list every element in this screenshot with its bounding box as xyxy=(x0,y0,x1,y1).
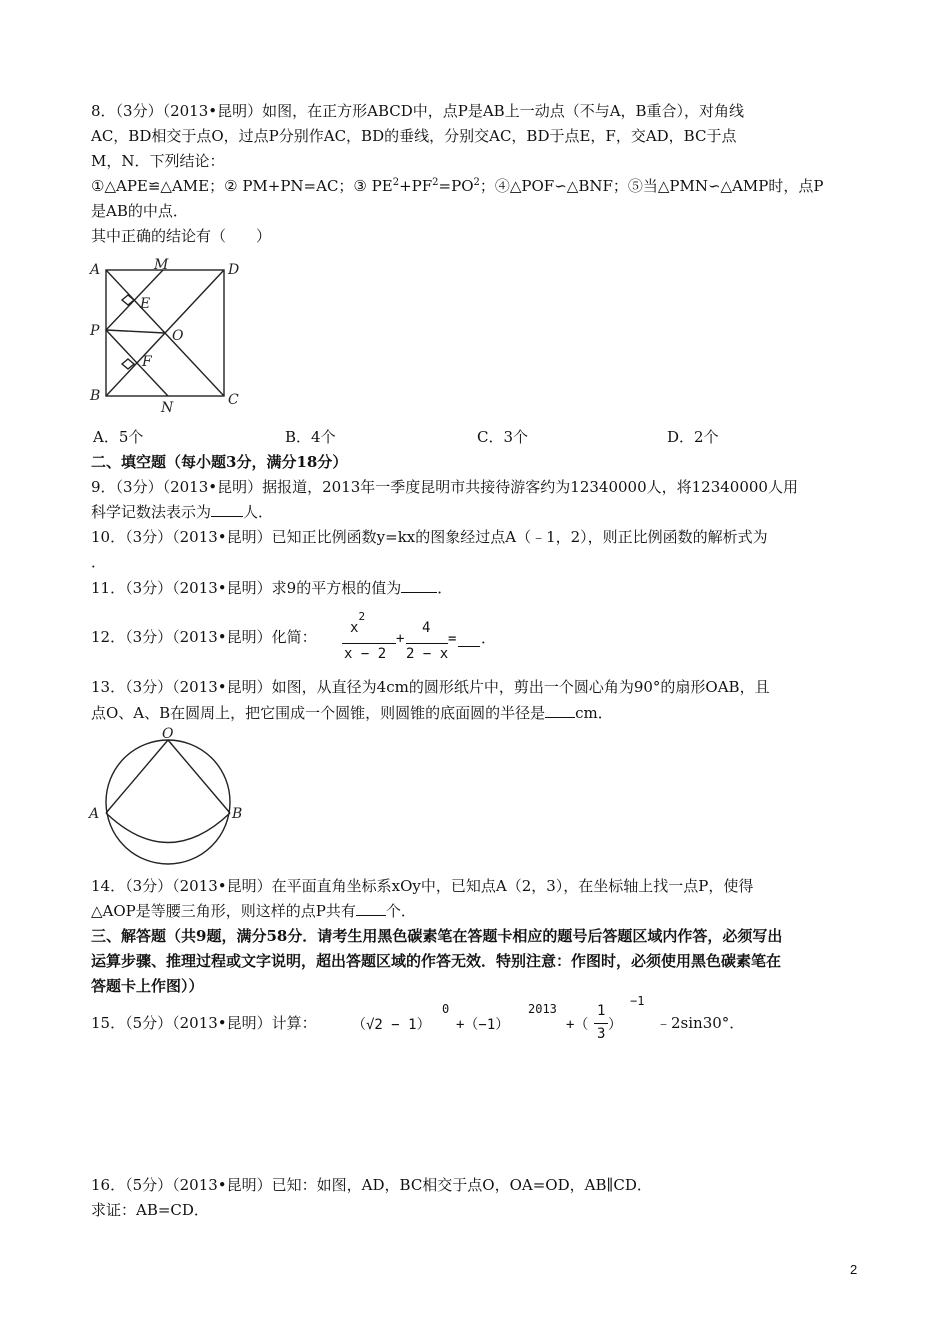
q11-end: ． xyxy=(437,579,453,597)
sector-arc xyxy=(106,813,230,843)
q12-expression xyxy=(340,612,500,664)
q8-line6: 其中正确的结论有（ ） xyxy=(91,227,272,245)
open-paren: +（ xyxy=(566,1017,589,1033)
q16-line2: 求证：AB=CD． xyxy=(91,1201,209,1219)
q15-tail: ﹣2sin30°． xyxy=(656,1014,745,1032)
fraction-bar xyxy=(342,643,396,644)
square-figure xyxy=(88,258,248,414)
fraction-bar xyxy=(406,643,448,644)
q10-line1: 10．（3分）（2013•昆明）已知正比例函数y=kx的图象经过点A（﹣1，2），则正比例函数的解析式为 xyxy=(91,528,768,546)
q14-end: 个． xyxy=(385,902,416,920)
label-p: P xyxy=(90,323,100,339)
q8-line5: 是AB的中点． xyxy=(91,202,188,220)
q9-line2 xyxy=(91,502,273,522)
third-den: 3 xyxy=(597,1026,606,1042)
q8-conclusions xyxy=(91,176,823,196)
frac1-den: x − 2 xyxy=(344,646,387,662)
frac1-num xyxy=(350,610,366,636)
q14-line1: 14．（3分）（2013•昆明）在平面直角坐标系xOy中，已知点A（2，3），在坐标轴上找一点P，使得 xyxy=(91,877,754,895)
fraction-bar xyxy=(594,1023,608,1024)
label-b: B xyxy=(90,388,101,404)
exponent-neg-one: −1 xyxy=(630,994,645,1008)
q8-c-b: +PF xyxy=(399,177,433,195)
page-number: 2 xyxy=(850,1262,858,1277)
line-po xyxy=(106,330,165,333)
label-m: M xyxy=(154,257,169,273)
q10-line2: ． xyxy=(91,553,107,571)
label-o: O xyxy=(162,726,174,742)
sqrt-term: （√2 − 1） xyxy=(352,1017,431,1033)
q13-end: cm． xyxy=(575,704,613,722)
exponent-2013: 2013 xyxy=(528,1002,557,1016)
frac1-num-text: x xyxy=(350,620,359,636)
outer-circle xyxy=(106,740,230,864)
q9-line1: 9．（3分）（2013•昆明）据报道，2013年一季度昆明市共接待游客约为12340000人，将12340000人用 xyxy=(91,478,798,496)
q12-end: ． xyxy=(481,629,497,647)
answer-blank xyxy=(401,578,437,593)
label-d: D xyxy=(228,262,240,278)
q8-line2: AC，BD相交于点O，过点P分别作AC，BD的垂线，分别交AC，BD于点E，F，交AD，BC于点 xyxy=(91,127,737,145)
q14-line2 xyxy=(91,901,416,921)
q8-line3: M，N．下列结论： xyxy=(91,152,225,170)
option-b: B．4个 xyxy=(285,428,336,446)
section3-line2: 运算步骤、推理过程或文字说明，超出答题区域的作答无效．特别注意：作图时，必须使用黑色碳素笔在 xyxy=(91,952,782,970)
option-a: A．5个 xyxy=(93,428,144,446)
q11 xyxy=(91,578,452,598)
label-b: B xyxy=(232,806,243,822)
answer-blank xyxy=(545,703,575,718)
sup-2: 2 xyxy=(432,177,439,188)
label-a: A xyxy=(89,806,100,822)
label-a: A xyxy=(90,262,101,278)
q13-line2 xyxy=(91,703,613,723)
section2-heading: 二、填空题（每小题3分，满分18分） xyxy=(91,453,348,471)
label-n: N xyxy=(161,400,174,416)
section3-line3: 答题卡上作图）） xyxy=(91,977,204,995)
q9-end: 人． xyxy=(243,503,274,521)
circle-figure xyxy=(88,726,248,872)
q13-line1: 13．（3分）（2013•昆明）如图，从直径为4cm的圆形纸片中，剪出一个圆心角为90°的扇形OAB，且 xyxy=(91,678,770,696)
third-num: 1 xyxy=(597,1003,606,1019)
q9-text: 科学记数法表示为 xyxy=(91,503,212,521)
answer-blank xyxy=(356,901,386,916)
q14-text: △AOP是等腰三角形，则这样的点P共有 xyxy=(91,902,356,920)
right-angle-e xyxy=(122,295,134,305)
option-c: C．3个 xyxy=(477,428,529,446)
label-c: C xyxy=(228,392,239,408)
q8-c-c: =PO xyxy=(438,177,474,195)
close-paren: ） xyxy=(608,1017,622,1033)
option-d: D．2个 xyxy=(667,428,719,446)
q8-c-d: ；④△POF∽△BNF；⑤当△PMN∽△AMP时，点P xyxy=(479,177,824,195)
radius-ob xyxy=(168,740,230,813)
q11-text: 11．（3分）（2013•昆明）求9的平方根的值为 xyxy=(91,579,402,597)
frac1-exp: 2 xyxy=(358,610,366,624)
q8-line1: 8．（3分）（2013•昆明）如图，在正方形ABCD中，点P是AB上一动点（不与A，B重合），对角线 xyxy=(91,102,745,120)
q13-text: 点O、A、B在圆周上，把它围成一个圆锥，则圆锥的底面圆的半径是 xyxy=(91,704,546,722)
q15-text: 15．（5分）（2013•昆明）计算： xyxy=(91,1014,317,1032)
q16-line1: 16．（5分）（2013•昆明）已知：如图，AD，BC相交于点O，OA=OD，AB∥CD． xyxy=(91,1176,652,1194)
frac2-den: 2 − x xyxy=(406,646,449,662)
q15-expression xyxy=(352,994,745,1050)
label-o: O xyxy=(172,328,184,344)
sup-2: 2 xyxy=(473,177,480,188)
q8-c-a: ①△APE≌△AME；② PM+PN=AC；③ PE xyxy=(91,177,393,195)
neg-one-term: +（−1） xyxy=(456,1017,510,1033)
plus-sign: + xyxy=(396,631,405,647)
q12-text: 12．（3分）（2013•昆明）化简： xyxy=(91,628,317,646)
frac2-num: 4 xyxy=(422,620,431,636)
exponent-zero: 0 xyxy=(442,1002,450,1016)
answer-blank xyxy=(211,502,243,517)
label-f: F xyxy=(142,354,152,370)
sup-2: 2 xyxy=(392,177,400,188)
answer-blank xyxy=(458,632,480,647)
equals-sign: = xyxy=(448,631,457,647)
label-e: E xyxy=(140,296,151,312)
radius-oa xyxy=(106,740,168,813)
section3-line1: 三、解答题（共9题，满分58分．请考生用黑色碳素笔在答题卡相应的题号后答题区域内作答，必须写出 xyxy=(91,927,783,945)
